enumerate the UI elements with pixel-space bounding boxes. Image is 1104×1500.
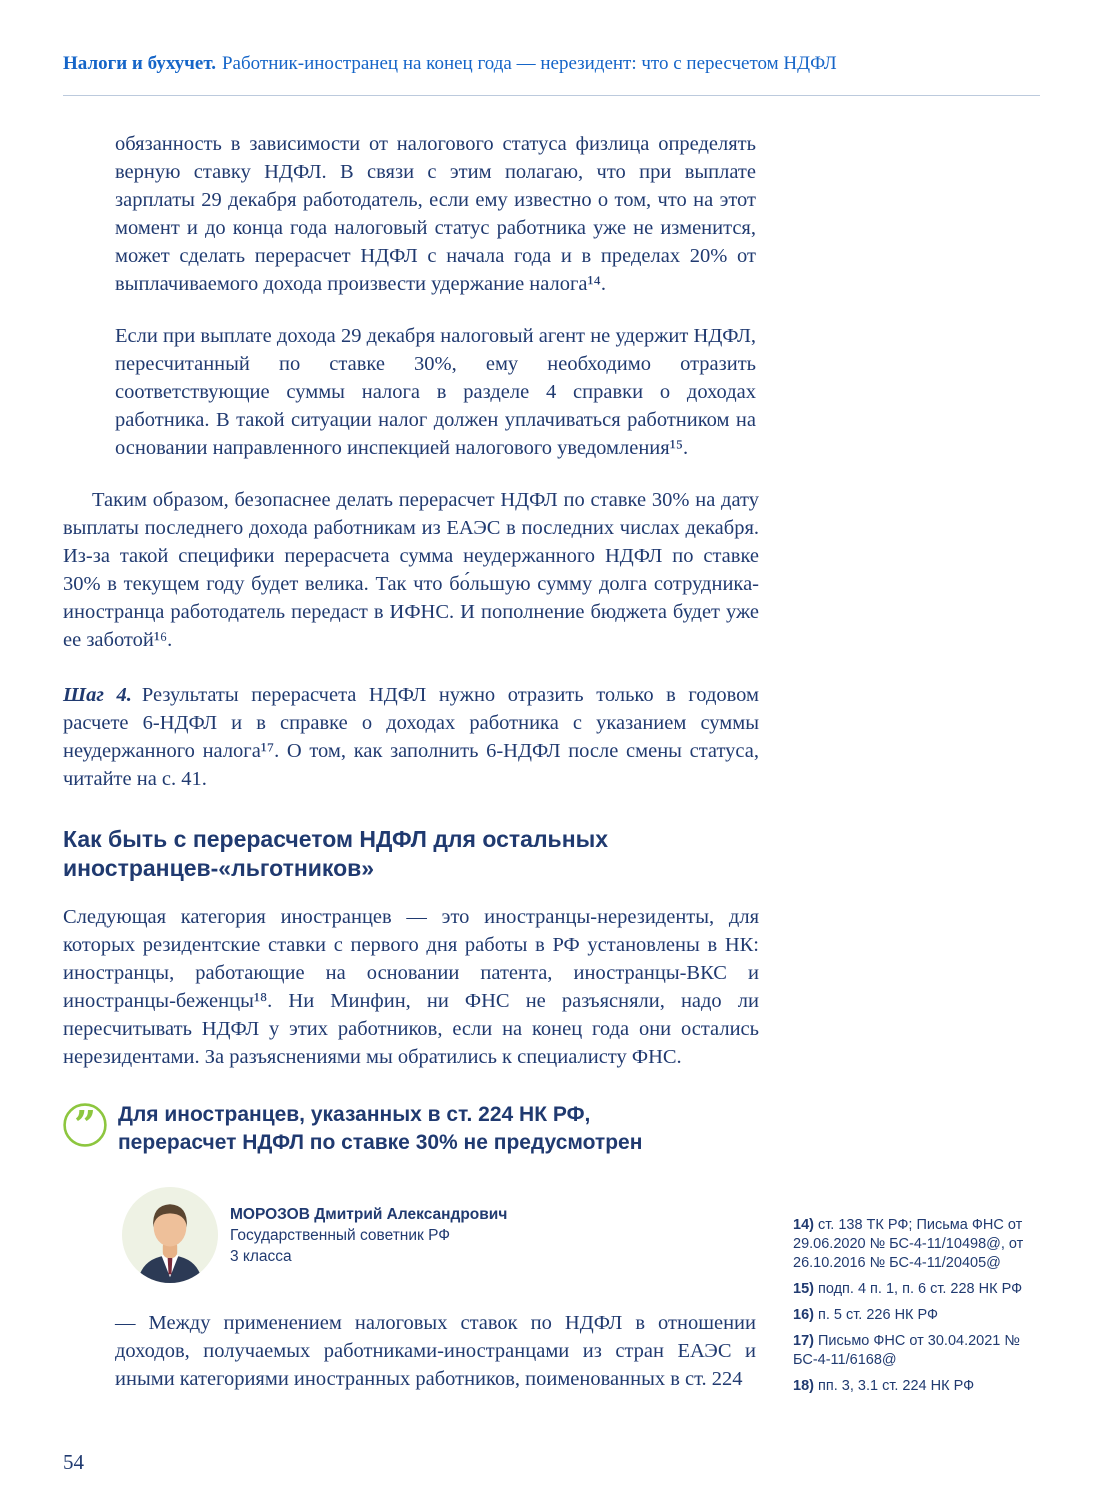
paragraph-specialist-opinion-2: Если при выплате дохода 29 декабря налоговый агент не удержит НДФЛ, пересчитанный по ставке 30%, ему необходимо отразить соответствующие суммы налога в разделе 4 справки о доходах работника. В такой ситуации налог должен уплачиваться работником на основании направленного инспекцией налогового уведомления¹⁵. xyxy=(115,325,756,459)
quote-headline: Для иностранцев, указанных в ст. 224 НК РФ, перерасчет НДФЛ по ставке 30% не предусмотрен xyxy=(118,1103,643,1154)
paragraph-conclusion: Таким образом, безопаснее делать перерасчет НДФЛ по ставке 30% на дату выплаты последнего дохода работникам из ЕАЭС в последних числах декабря. Из-за такой специфики перерасчета сумма неудержанного НДФЛ по ставке 30% в текущем году будет велика. Так что бо́льшую сумму долга сотрудника-иностранца работодатель передаст в ИФНС. И пополнение бюджета будет уже ее заботой¹⁶. xyxy=(63,489,759,651)
footnote-17-text: Письмо ФНС от 30.04.2021 № БС-4-11/6168@ xyxy=(793,1333,1020,1368)
header-divider xyxy=(63,95,1040,96)
running-head-title: Работник-иностранец на конец года — нерезидент: что с пересчетом НДФЛ xyxy=(221,53,837,74)
footnote-15-number: 15) xyxy=(793,1281,814,1297)
quote-icon xyxy=(63,1103,107,1147)
expert-card xyxy=(122,1187,759,1283)
paragraph-specialist-opinion-1: обязанность в зависимости от налогового статуса физлица определять верную ставку НДФЛ. В связи с этим полагаю, что при выплате зарплаты 29 декабря работодатель, если ему известно о том, что на этот момент и до конца года налоговый статус работника уже не изменится, может сделать перерасчет НДФЛ с начала года и в пределах 20% от выплачиваемого дохода произвести удержание налога¹⁴. xyxy=(115,133,756,295)
expert-title-line1: Государственный советник РФ xyxy=(230,1226,451,1244)
footnote-14 xyxy=(793,1216,1045,1273)
footnote-16-number: 16) xyxy=(793,1307,814,1323)
footnote-18-number: 18) xyxy=(793,1378,814,1394)
footnote-18-text: пп. 3, 3.1 ст. 224 НК РФ xyxy=(818,1378,975,1394)
footnote-16 xyxy=(793,1306,1045,1325)
paragraph-expert-answer: — Между применением налоговых ставок по НДФЛ в отношении доходов, получаемых работниками-иностранцами из стран ЕАЭС и иными категориями иностранных работников, поименованных в ст. 224 xyxy=(115,1312,756,1390)
step4-label: Шаг 4. xyxy=(63,684,132,706)
section-heading: Как быть с перерасчетом НДФЛ для остальных иностранцев-«льготников» xyxy=(63,826,609,881)
footnote-17-number: 17) xyxy=(793,1333,814,1349)
page-number: 54 xyxy=(63,1450,84,1474)
footnote-17 xyxy=(793,1332,1045,1370)
running-head xyxy=(63,52,1043,76)
quote-glyph: ” xyxy=(74,1103,96,1147)
running-head-brand: Налоги и бухучет. xyxy=(63,53,216,74)
expert-title-line2: 3 класса xyxy=(230,1247,292,1265)
expert-quote-block xyxy=(63,1101,759,1165)
footnotes-column xyxy=(793,1216,1045,1403)
footnote-16-text: п. 5 ст. 226 НК РФ xyxy=(818,1307,939,1323)
expert-name: МОРОЗОВ Дмитрий Александрович xyxy=(230,1205,508,1223)
paragraph-step4 xyxy=(63,681,759,793)
step4-text: Результаты перерасчета НДФЛ нужно отразить только в годовом расчете 6-НДФЛ и в справке о доходах работника с указанием суммы неудержанного налога¹⁷. О том, как заполнить 6-НДФЛ после смены статуса, читайте на с. 41. xyxy=(63,684,760,790)
article-column xyxy=(63,130,759,1393)
footnote-14-number: 14) xyxy=(793,1217,814,1233)
expert-meta xyxy=(230,1204,507,1267)
footnote-15 xyxy=(793,1280,1045,1299)
footnote-14-text: ст. 138 ТК РФ; Письма ФНС от 29.06.2020 № БС-4-11/10498@, от 26.10.2016 № БС-4-11/20405@ xyxy=(793,1217,1024,1271)
footnote-18 xyxy=(793,1377,1045,1396)
expert-photo xyxy=(122,1187,218,1283)
footnote-15-text: подп. 4 п. 1, п. 6 ст. 228 НК РФ xyxy=(818,1281,1023,1297)
paragraph-category: Следующая категория иностранцев — это иностранцы-нерезиденты, для которых резидентские ставки с первого дня работы в РФ установлены в НК: иностранцы, работающие на основании патента, иностранцы-ВКС и иностранцы-беженцы¹⁸. Ни Минфин, ни ФНС не разъясняли, надо ли пересчитывать НДФЛ у этих работников, если на конец года они остались нерезидентами. За разъяснениями мы обратились к специалисту ФНС. xyxy=(63,906,759,1068)
